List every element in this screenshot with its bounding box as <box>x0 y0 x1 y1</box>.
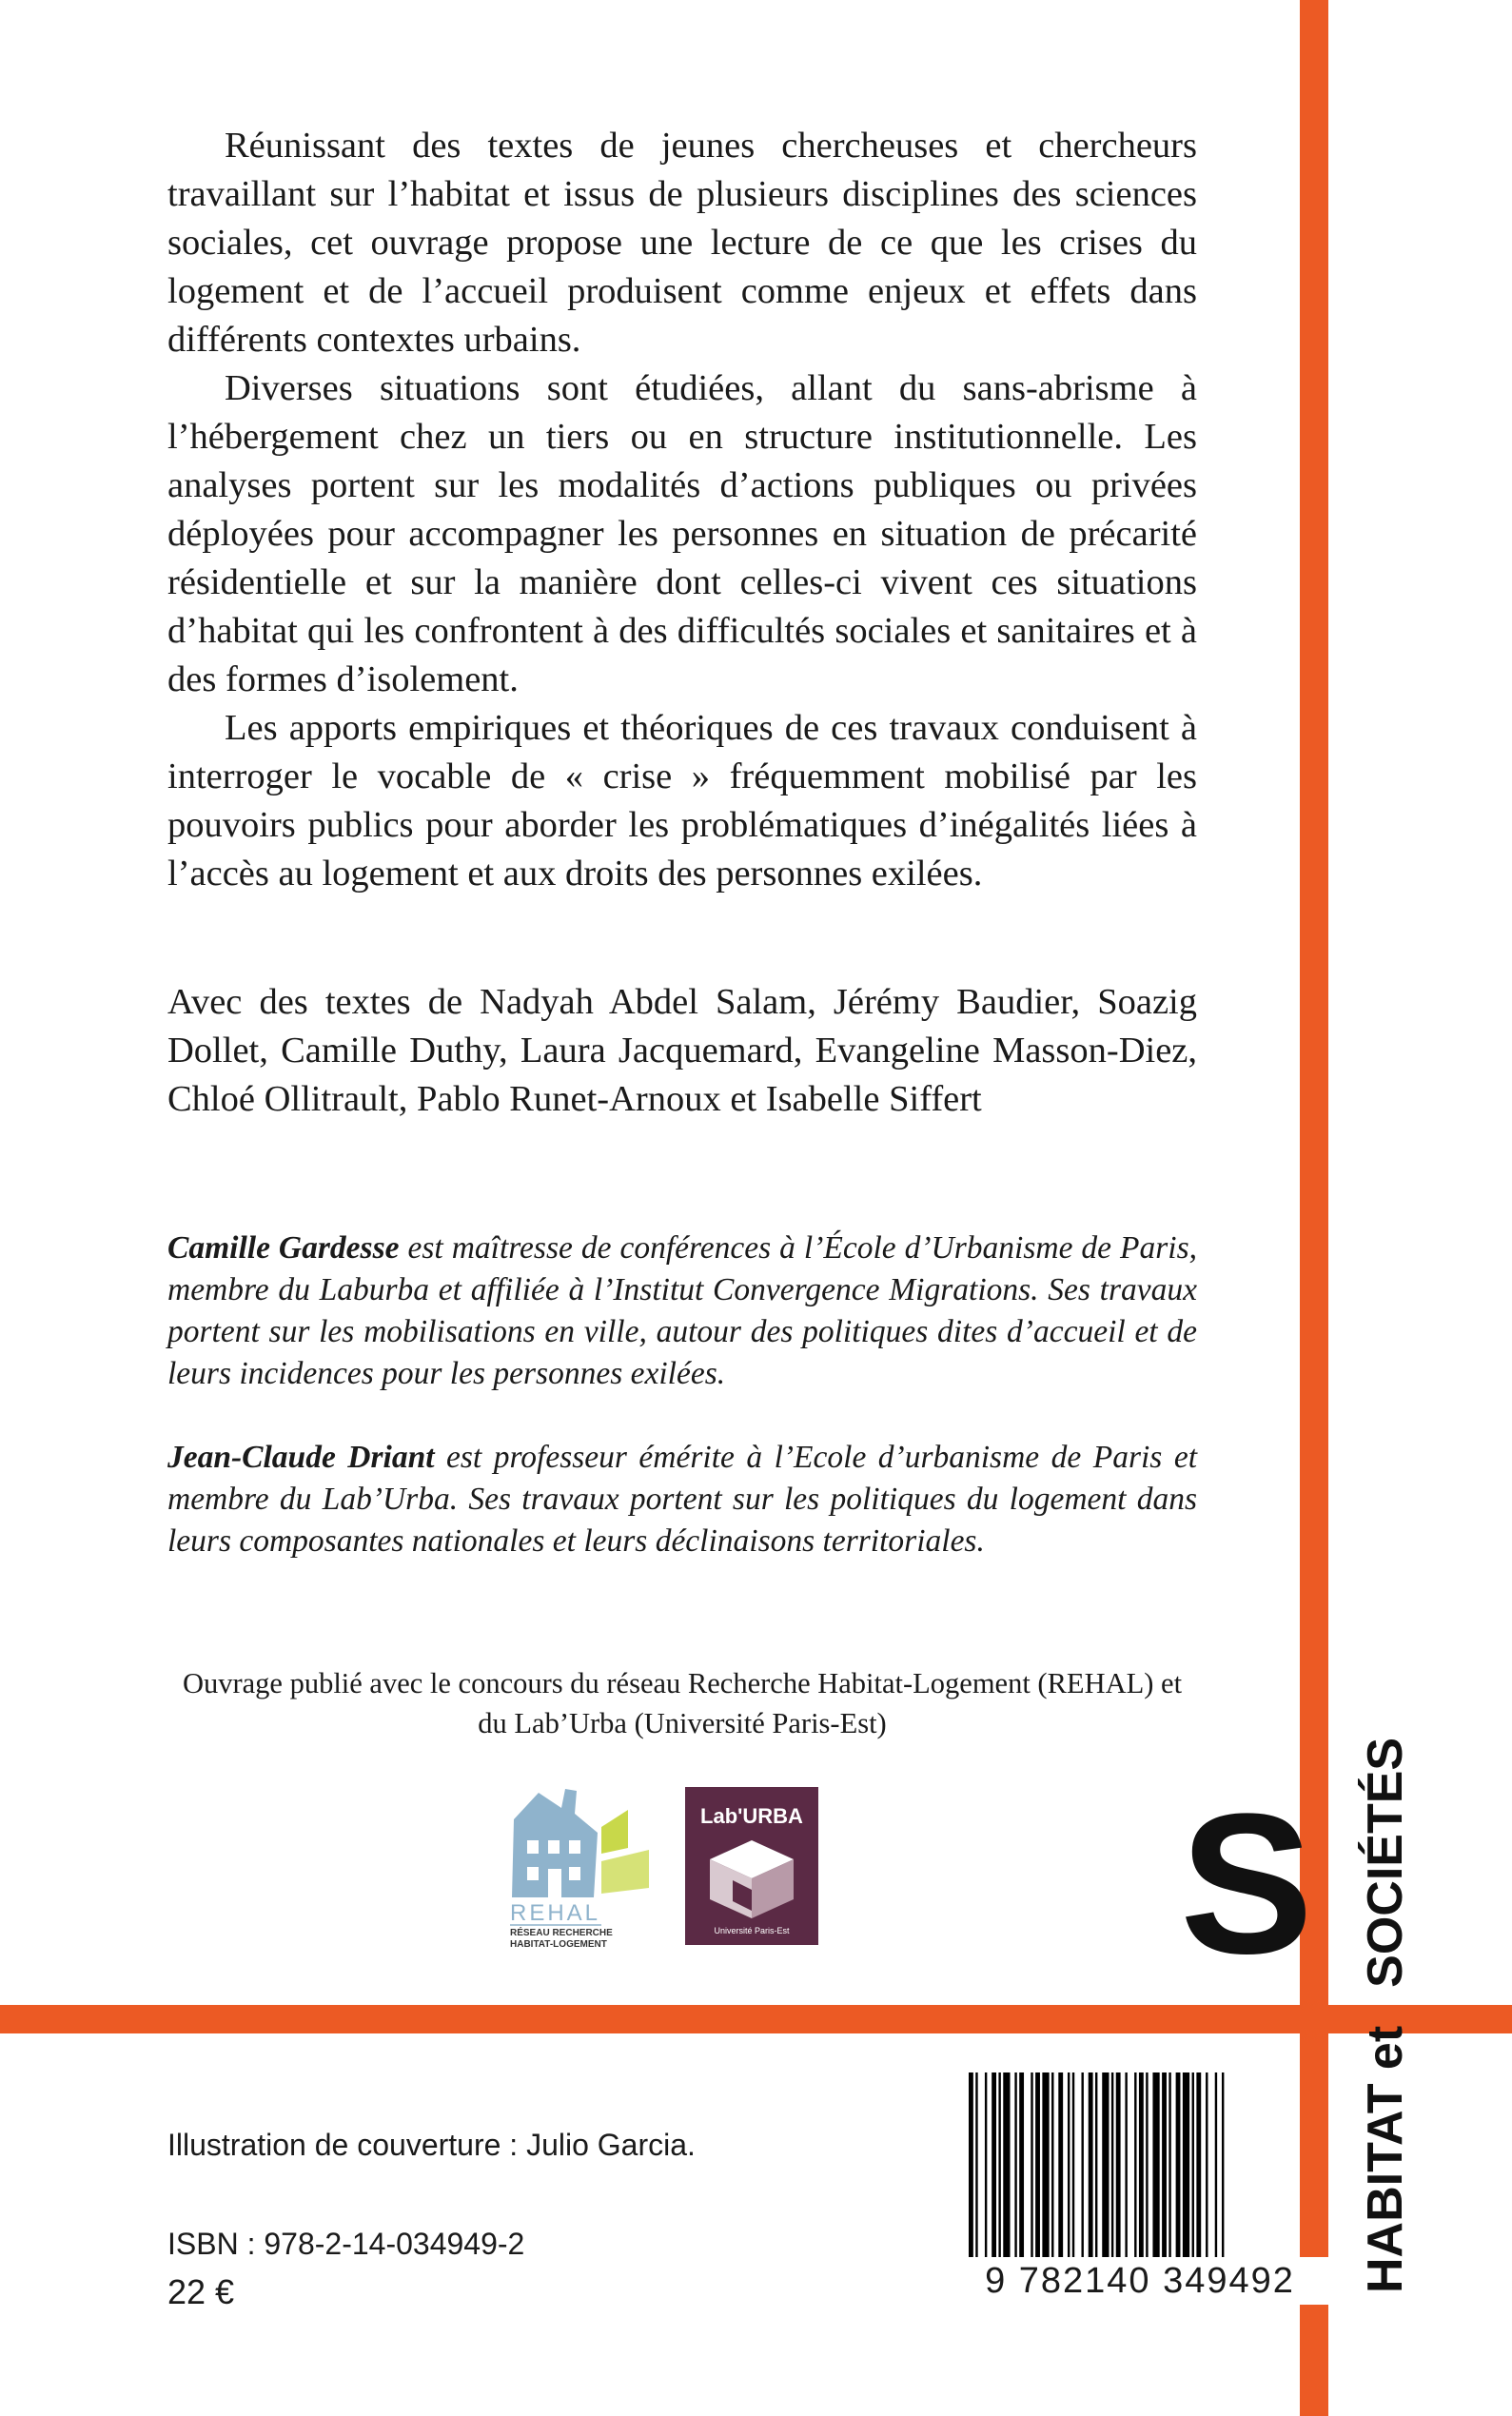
barcode-bar <box>1176 2072 1181 2263</box>
barcode-bar <box>975 2072 977 2263</box>
barcode-number: 9 782140 349492 <box>952 2257 1328 2305</box>
laburba-logo-subtitle: Université Paris-Est <box>714 1926 790 1935</box>
barcode-bar <box>1196 2072 1201 2263</box>
editor-name: Camille Gardesse <box>167 1230 400 1266</box>
barcode-bar <box>1072 2072 1074 2263</box>
description-paragraph: Diverses situations sont étudiées, allant du sans-abrisme à l’hébergement chez un tiers ou en structure institutionnelle. Les analyses portent sur les modalités d’actions publiques ou privées déployées pour accompagner les personnes en situation de précarité résidentielle et sur la manière dont celles-ci vivent ces situations d’habitat qui les confrontent à des difficultés sociales et sanitaires et à des formes d’isolement. <box>167 368 1197 699</box>
editor-bio-text: est professeur émérite à l’Ecole d’urbanisme de Paris et membre du Lab’Urba. Ses travaux portent sur les politiques du logement dans leurs composantes nationales et leurs déclinaisons territoriales. <box>167 1440 1198 1559</box>
barcode-bar <box>1139 2072 1144 2263</box>
barcode-bar <box>1206 2072 1208 2263</box>
barcode-bar <box>1183 2072 1189 2263</box>
barcode-bar <box>1058 2072 1063 2263</box>
rehal-logo-name: REHAL <box>510 1900 601 1926</box>
series-letter: S <box>1180 1772 1314 1995</box>
barcode-bar <box>1019 2072 1024 2263</box>
back-cover-description <box>167 122 1197 898</box>
barcode-bar <box>1146 2072 1148 2263</box>
barcode-bar <box>1102 2072 1109 2263</box>
barcode-bar <box>1003 2072 1010 2263</box>
isbn: ISBN : 978-2-14-034949-2 <box>167 2227 525 2261</box>
illustration-credit: Illustration de couverture : Julio Garcia. <box>167 2128 696 2162</box>
barcode-bar <box>1125 2072 1127 2263</box>
barcode-bar <box>1162 2072 1167 2263</box>
editor-bio <box>167 1228 1197 1395</box>
barcode-bar <box>1051 2072 1053 2263</box>
rehal-logo <box>506 1781 653 1951</box>
barcode-bar <box>1215 2072 1217 2263</box>
price: 22 € <box>167 2272 235 2311</box>
barcode-bar <box>1089 2072 1093 2263</box>
barcode-bar <box>1068 2072 1070 2263</box>
barcode-bar <box>1031 2072 1032 2263</box>
rehal-logo-line2: HABITAT-LOGEMENT <box>510 1939 607 1950</box>
barcode-bar <box>998 2072 1000 2263</box>
series-name-part1: HABITAT et <box>1358 2025 1413 2293</box>
rehal-logo-line1: RÉSEAU RECHERCHE <box>510 1928 613 1938</box>
barcode-bar <box>969 2072 973 2263</box>
editor-bio <box>167 1437 1197 1562</box>
barcode-bar <box>1116 2072 1121 2263</box>
barcode-bar <box>1222 2072 1224 2263</box>
barcode-bar <box>1134 2072 1136 2263</box>
barcode-bar <box>992 2072 996 2263</box>
barcode-bar <box>985 2072 987 2263</box>
horizontal-accent-bar <box>0 2005 1512 2033</box>
editor-name: Jean-Claude Driant <box>167 1440 435 1475</box>
barcode-bar <box>1042 2072 1049 2263</box>
description-paragraph: Réunissant des textes de jeunes chercheuses et chercheurs travaillant sur l’habitat et issus de plusieurs disciplines des sciences sociales, cet ouvrage propose une lecture de ce que les crises du logement et de l’accueil produisent comme enjeux et effets dans différents contextes urbains. <box>167 126 1197 360</box>
laburba-logo-name: Lab'URBA <box>700 1804 803 1828</box>
laburba-cube-icon <box>706 1837 797 1920</box>
barcode-bar <box>1168 2072 1170 2263</box>
laburba-logo <box>685 1787 818 1945</box>
description-paragraph: Les apports empiriques et théoriques de ces travaux conduisent à interroger le vocable de « crise » fréquemment mobilisé par les pouvoirs publics pour aborder les problématiques d’inégalités liées à l’accès au logement et aux droits des personnes exilées. <box>167 708 1197 894</box>
barcode-bar <box>1111 2072 1113 2263</box>
series-name-part2: SOCIÉTÉS <box>1358 1737 1413 1988</box>
barcode-bar <box>1192 2072 1194 2263</box>
barcode-bar <box>1081 2072 1083 2263</box>
barcode-bar <box>1014 2072 1016 2263</box>
contributors-list: Avec des textes de Nadyah Abdel Salam, Jérémy Baudier, Soazig Dollet, Camille Duthy, Laura Jacquemard, Evangeline Masson-Diez, Chloé Ollitrault, Pablo Runet-Arnoux et Isabelle Siffert <box>167 982 1197 1119</box>
series-name-vertical <box>1347 1737 1424 2293</box>
barcode-bar <box>1152 2072 1159 2263</box>
support-note: Ouvrage publié avec le concours du réseau Recherche Habitat-Logement (REHAL) et du Lab’Urba (Université Paris-Est) <box>182 1667 1183 1739</box>
barcode-bar <box>1095 2072 1097 2263</box>
barcode-bar <box>1035 2072 1040 2263</box>
vertical-accent-bar <box>1300 0 1328 2416</box>
editor-bio-text: est maîtresse de conférences à l’École d’Urbanisme de Paris, membre du Laburba et affiliée à l’Institut Convergence Migrations. Ses travaux portent sur les mobilisations en ville, autour des politiques dites d’accueil et de leurs incidences pour les personnes exilées. <box>167 1230 1198 1391</box>
